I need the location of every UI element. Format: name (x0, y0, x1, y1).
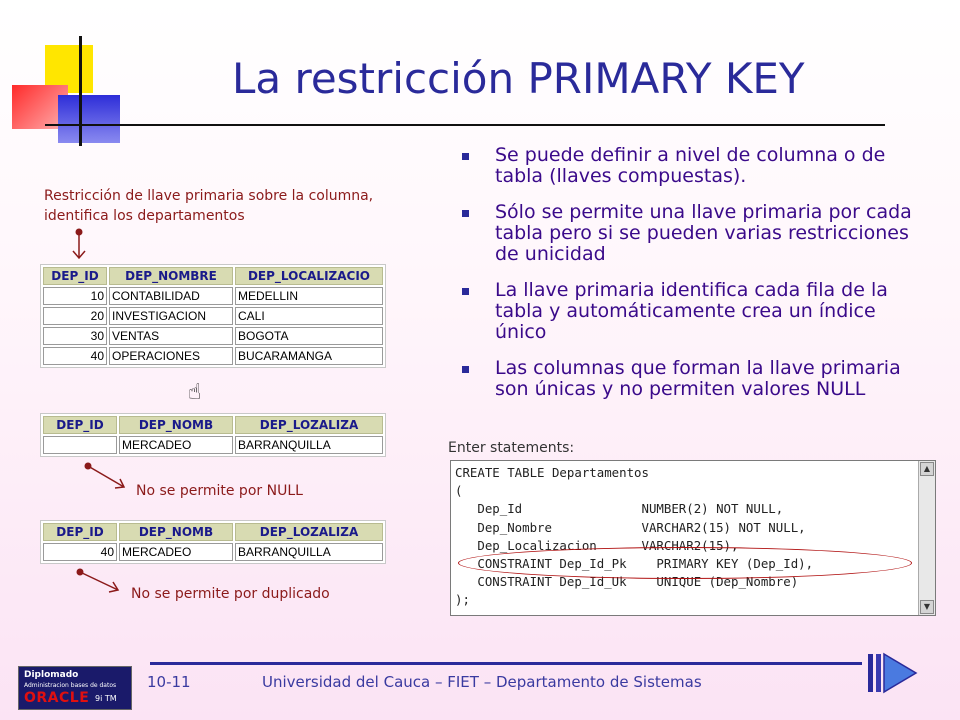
table-cell: 30 (43, 327, 107, 345)
column-header: DEP_ID (43, 267, 107, 285)
table-cell: VENTAS (109, 327, 233, 345)
bullet-text: Se puede definir a nivel de columna o de tabla (llaves compuestas). (495, 144, 886, 187)
column-header: DEP_LOZALIZA (235, 523, 383, 541)
footer-divider (150, 662, 862, 665)
arrow-right-icon (82, 460, 132, 494)
table-cell: 10 (43, 287, 107, 305)
slide-number: 10-11 (147, 673, 191, 691)
table-cell: INVESTIGACION (109, 307, 233, 325)
scroll-down-icon[interactable]: ▼ (920, 600, 934, 614)
title-underline (45, 124, 885, 126)
logo-text: Administracion bases de datos (24, 682, 117, 689)
departments-table (40, 264, 386, 368)
table-cell: MEDELLIN (235, 287, 383, 305)
pk-note: Restricción de llave primaria sobre la columna, identifica los departamentos (44, 188, 374, 224)
column-header: DEP_NOMB (119, 523, 233, 541)
next-slide-arrow-icon[interactable] (868, 652, 918, 694)
sql-label: Enter statements: (448, 440, 575, 456)
bullet-square-icon (462, 288, 469, 295)
bullet-item (460, 358, 930, 400)
table-row (43, 543, 383, 561)
insert-null-table (40, 413, 386, 457)
table-cell (43, 436, 117, 454)
sql-line: Dep_Id NUMBER(2) NOT NULL, (455, 501, 784, 517)
logo-text: Diplomado (24, 670, 79, 680)
table-cell: CONTABILIDAD (109, 287, 233, 305)
table-row (43, 436, 383, 454)
bullet-list (460, 145, 930, 415)
table-row (43, 287, 383, 305)
scroll-up-icon[interactable]: ▲ (920, 462, 934, 476)
bullet-item (460, 145, 930, 187)
sql-line: CONSTRAINT Dep_Id_Uk UNIQUE (Dep_Nombre) (455, 574, 799, 590)
sql-line: Dep_Localizacion VARCHAR2(15), (455, 537, 739, 553)
bullet-item (460, 280, 930, 343)
logo-text: 9i TM (95, 694, 117, 703)
sql-line: CONSTRAINT Dep_Id_Pk PRIMARY KEY (Dep_Id), (455, 556, 814, 572)
null-note: No se permite por NULL (136, 483, 303, 499)
arrow-down-icon (70, 228, 90, 264)
arrow-right-icon (74, 566, 128, 600)
sql-editor[interactable] (450, 460, 936, 616)
column-header: DEP_ID (43, 416, 117, 434)
logo-text: ORACLE (24, 690, 90, 706)
vertical-scrollbar[interactable] (918, 461, 935, 615)
duplicate-note: No se permite por duplicado (131, 586, 330, 602)
bullet-square-icon (462, 153, 469, 160)
sql-line: ); (455, 592, 470, 608)
sql-line: ( (455, 483, 463, 499)
table-row (43, 327, 383, 345)
decor-blue-square (58, 95, 120, 143)
bullet-text: Sólo se permite una llave primaria por cada tabla pero si se pueden varias restricciones de unicidad (495, 201, 912, 265)
bullet-text: Las columnas que forman la llave primaria son únicas y no permiten valores NULL (495, 357, 901, 400)
table-cell: BARRANQUILLA (235, 543, 383, 561)
column-header: DEP_NOMB (119, 416, 233, 434)
bullet-item (460, 202, 930, 265)
table-cell: CALI (235, 307, 383, 325)
decor-vertical-line (79, 36, 82, 146)
sql-code (455, 464, 813, 610)
table-cell: BOGOTA (235, 327, 383, 345)
table-cell: MERCADEO (119, 436, 233, 454)
table-cell: 20 (43, 307, 107, 325)
column-header: DEP_NOMBRE (109, 267, 233, 285)
column-header: DEP_LOZALIZA (235, 416, 383, 434)
bullet-square-icon (462, 210, 469, 217)
hand-pointing-icon: ☝ (188, 380, 202, 405)
table-cell: BUCARAMANGA (235, 347, 383, 365)
table-cell: OPERACIONES (109, 347, 233, 365)
sql-panel (448, 440, 936, 615)
table-cell: BARRANQUILLA (235, 436, 383, 454)
sql-line: Dep_Nombre VARCHAR2(15) NOT NULL, (455, 519, 806, 535)
sql-line: CREATE TABLE Departamentos (455, 465, 649, 480)
column-header: DEP_LOCALIZACIO (235, 267, 383, 285)
table-row (43, 347, 383, 365)
diplomado-logo (18, 666, 132, 710)
table-cell: MERCADEO (119, 543, 233, 561)
table-cell: 40 (43, 347, 107, 365)
table-row (43, 307, 383, 325)
column-header: DEP_ID (43, 523, 117, 541)
bullet-text: La llave primaria identifica cada fila de la tabla y automáticamente crea un índice único (495, 279, 888, 343)
bullet-square-icon (462, 366, 469, 373)
slide-title: La restricción PRIMARY KEY (232, 54, 805, 103)
footer-text: Universidad del Cauca – FIET – Departamento de Sistemas (262, 673, 702, 691)
table-cell: 40 (43, 543, 117, 561)
highlight-oval (458, 547, 912, 579)
insert-duplicate-table (40, 520, 386, 564)
